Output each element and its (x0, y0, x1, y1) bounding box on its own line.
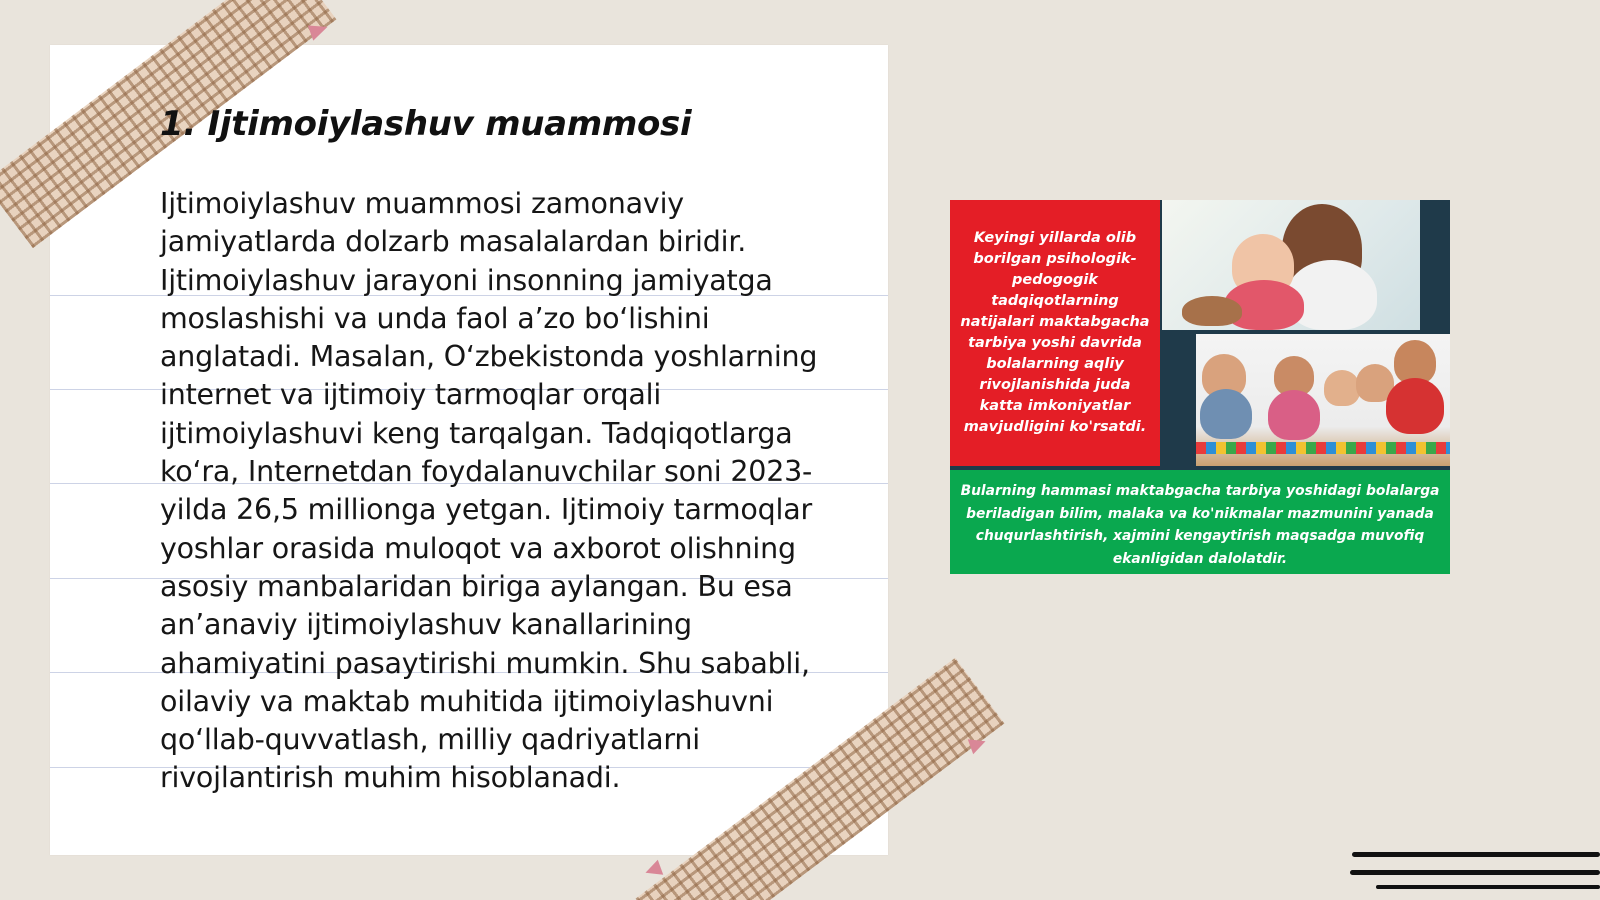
child-figure (1386, 378, 1444, 434)
child-figure (1324, 370, 1360, 406)
children-playing-photo (1196, 334, 1450, 466)
brush-stroke (1352, 852, 1600, 857)
pin-icon (643, 860, 664, 881)
illustration-image (950, 200, 1450, 574)
table-shape (1182, 296, 1242, 326)
child-figure (1268, 390, 1320, 440)
illustration-green-caption: Bularning hammasi maktabgacha tarbiya yoshidagi bolalarga beriladigan bilim, malaka va ko'nikmalar mazmunini yanada chuqurlashtirish, xajmini kengaytirish maqsadga muvofiq ekanligidan dalolatdir. (950, 470, 1450, 574)
teacher-and-child-photo (1162, 200, 1420, 330)
brush-stroke (1350, 870, 1600, 875)
toy-blocks (1196, 442, 1450, 454)
illustration-red-caption: Keyingi yillarda olib borilgan psihologik-pedogogik tadqiqotlarning natijalari maktabgacha tarbiya yoshi davrida bolalarning aqliy rivojlanishida juda katta imkoniyatlar mavjudligini ko'rsatdi. (950, 200, 1160, 466)
child-figure (1200, 389, 1252, 439)
brush-stroke (1376, 885, 1600, 889)
slide-body-text: Ijtimoiylashuv muammosi zamonaviy jamiyatlarda dolzarb masalalardan biridir. Ijtimoiylashuv jarayoni insonning jamiyatga moslashishi va unda faol a’zo bo‘lishini anglatadi. Masalan, O‘zbekistonda yoshlarning internet va ijtimoiy tarmoqlar orqali ijtimoiylashuvi keng tarqalgan. Tadqiqotlarga ko‘ra, Internetdan foydalanuvchilar soni 2023-yilda 26,5 millionga yetgan. Ijtimoiy tarmoqlar yoshlar orasida muloqot va axborot olishning asosiy manbalaridan biriga aylangan. Bu esa an’anaviy ijtimoiylashuv kanallarining ahamiyatini pasaytirishi mumkin. Shu sababli, oilaviy va maktab muhitida ijtimoiylashuvni qo‘llab-quvvatlash, milliy qadriyatlarni rivojlantirish muhim hisoblanadi. (160, 187, 818, 795)
slide-title: 1. Ijtimoiylashuv muammosi (160, 104, 692, 144)
